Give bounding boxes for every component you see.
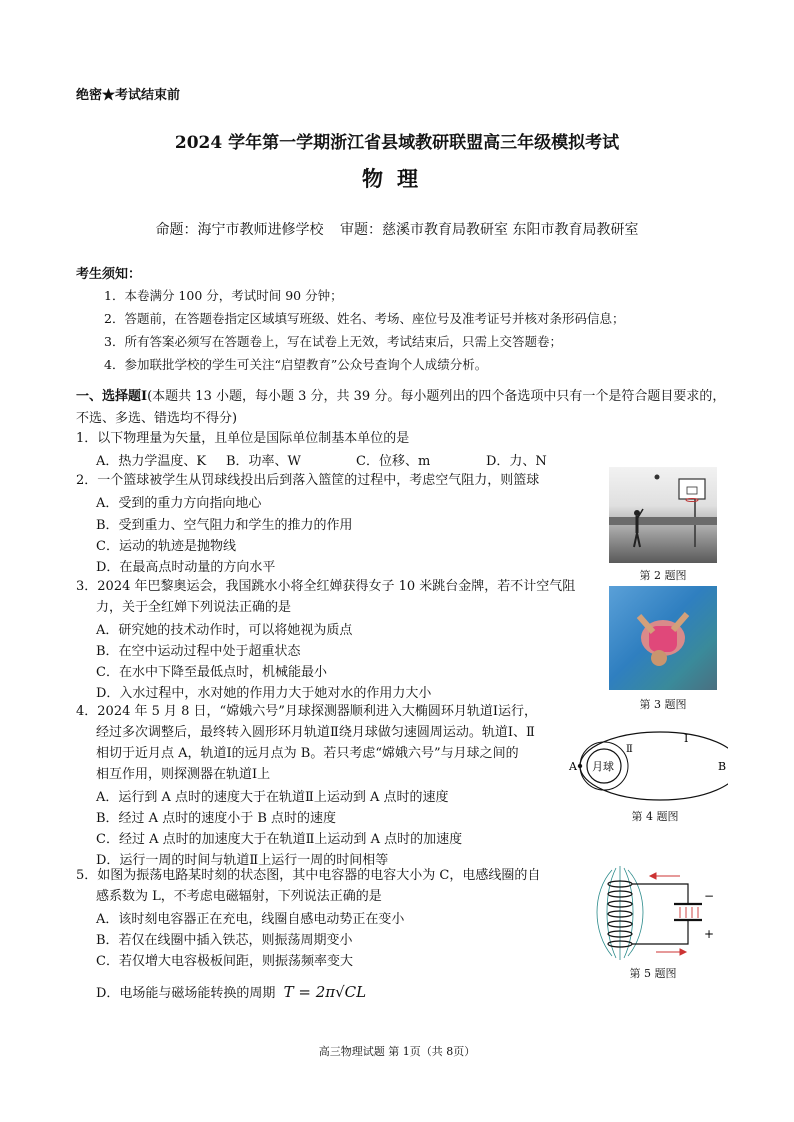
minus-sign: − xyxy=(704,889,715,903)
q3-option: D．入水过程中，水对她的作用力大于她对水的作用力大小 xyxy=(96,686,432,701)
q1-option: A．热力学温度、K xyxy=(96,454,207,469)
notice-item: 2．答题前，在答题卷指定区域填写班级、姓名、考场、座位号及准考证号并核对条形码信息； xyxy=(104,311,625,326)
label-I: Ⅰ xyxy=(684,732,689,745)
section-desc: (本题共 13 小题，每小题 3 分，共 39 分。每小题列出的四个备选项中只有一个是符合题目要求的，不选、多选、错选均不得分) xyxy=(76,389,726,426)
field-lines xyxy=(597,866,643,960)
exam-title: 2024 学年第一学期浙江省县域教研联盟高三年级模拟考试 xyxy=(174,133,620,153)
confidential-mark: 绝密★考试结束前 xyxy=(76,88,181,103)
q2-option: A．受到的重力方向指向地心 xyxy=(96,496,262,511)
q3-option: B．在空中运动过程中处于超重状态 xyxy=(96,644,301,659)
q3-option: A．研究她的技术动作时，可以将她视为质点 xyxy=(96,623,353,638)
notice-title: 考生须知： xyxy=(76,267,142,282)
current-arrows xyxy=(650,873,686,955)
basketball-photo xyxy=(609,467,717,563)
q4-option: D．运行一周的时间与轨道Ⅱ上运行一周的时间相等 xyxy=(96,853,389,868)
q3-option: C．在水中下降至最低点时，机械能最小 xyxy=(96,665,327,680)
q2-stem: 2．一个篮球被学生从罚球线投出后到落入篮筐的过程中，考虑空气阻力，则篮球 xyxy=(76,473,540,488)
q1-option: C．位移、m xyxy=(356,454,431,469)
point-A xyxy=(578,764,582,768)
q4-stem-line: 相互作用，则探测器在轨道Ⅰ上 xyxy=(96,767,271,782)
label-II: Ⅱ xyxy=(626,744,633,755)
q5-stem-line: 5．如图为振荡电路某时刻的状态图，其中电容器的电容大小为 C，电感线圈的自 xyxy=(76,868,541,883)
plus-sign: + xyxy=(704,927,715,941)
q4-option: C．经过 A 点时的加速度大于在轨道Ⅱ上运动到 A 点时的加速度 xyxy=(96,832,463,847)
q4-stem-line: 4．2024 年 5 月 8 日，“嫦娥六号”月球探测器顺利进入大椭圆环月轨道Ⅰ运行， xyxy=(76,704,537,719)
q5-option: D．电场能与磁场能转换的周期 xyxy=(96,986,276,1001)
q4-option: B．经过 A 点时的速度小于 B 点时的速度 xyxy=(96,811,337,826)
q2-option: D．在最高点时动量的方向水平 xyxy=(96,560,276,575)
notice-item: 1．本卷满分 100 分，考试时间 90 分钟； xyxy=(104,288,343,303)
q5-option: A．该时刻电容器正在充电，线圈自感电动势正在变小 xyxy=(96,912,405,927)
q1-option: D．力、N xyxy=(486,454,547,469)
q5-option: C．若仅增大电容极板间距，则振荡频率变大 xyxy=(96,954,353,969)
moon-label: 月球 xyxy=(592,760,614,773)
page-footer: 高三物理试题 第 1页（共 8页） xyxy=(318,1045,476,1058)
label-A: A xyxy=(569,760,577,773)
notice-item: 3．所有答案必须写在答题卷上，写在试卷上无效，考试结束后，只需上交答题卷； xyxy=(104,334,562,349)
reviewer: 审题：慈溪市教育局教研室 东阳市教育局教研室 xyxy=(340,222,639,238)
q3-caption: 第 3 题图 xyxy=(639,698,687,711)
q1-options xyxy=(96,450,626,469)
q2-caption: 第 2 题图 xyxy=(639,569,687,582)
section-header xyxy=(76,386,726,430)
label-B: B xyxy=(718,760,727,773)
q2-option: C．运动的轨迹是抛物线 xyxy=(96,539,236,554)
subject-title: 物理 xyxy=(362,166,432,191)
q3-stem-line: 力，关于全红婵下列说法正确的是 xyxy=(96,600,292,615)
q1-option: B．功率、W xyxy=(226,454,301,469)
q2-option: B．受到重力、空气阻力和学生的推力的作用 xyxy=(96,518,353,533)
q4-caption: 第 4 题图 xyxy=(631,810,679,823)
q4-stem-line: 经过多次调整后，最终转入圆形环月轨道Ⅱ绕月球做匀速圆周运动。轨道Ⅰ、Ⅱ xyxy=(96,725,535,740)
section-label: 一、选择题Ⅰ xyxy=(76,389,148,404)
lc-circuit-diagram xyxy=(590,862,720,962)
authors-line xyxy=(0,219,794,239)
q1-stem: 1．以下物理量为矢量，且单位是国际单位制基本单位的是 xyxy=(76,431,410,446)
setter: 命题：海宁市教师进修学校 xyxy=(155,222,324,238)
q4-stem-line: 相切于近月点 A，轨道Ⅰ的远月点为 B。若只考虑“嫦娥六号”与月球之间的 xyxy=(96,746,519,761)
orbit-diagram xyxy=(568,726,728,806)
diver-photo xyxy=(609,586,717,690)
period-formula: T = 2π√CL xyxy=(283,983,367,1001)
q4-option: A．运行到 A 点时的速度大于在轨道Ⅱ上运动到 A 点时的速度 xyxy=(96,790,449,805)
electric-field xyxy=(680,907,698,918)
q5-stem-line: 感系数为 L，不考虑电磁辐射，下列说法正确的是 xyxy=(96,889,382,904)
notice-item: 4．参加联批学校的学生可关注“启望教育”公众号查询个人成绩分析。 xyxy=(104,357,488,372)
q5-option: B．若仅在线圈中插入铁芯，则振荡周期变小 xyxy=(96,933,353,948)
q5-caption: 第 5 题图 xyxy=(629,967,677,980)
q5-option-d xyxy=(96,982,366,1001)
q3-stem-line: 3．2024 年巴黎奥运会，我国跳水小将全红婵获得女子 10 米跳台金牌，若不计空气阻 xyxy=(76,579,576,594)
